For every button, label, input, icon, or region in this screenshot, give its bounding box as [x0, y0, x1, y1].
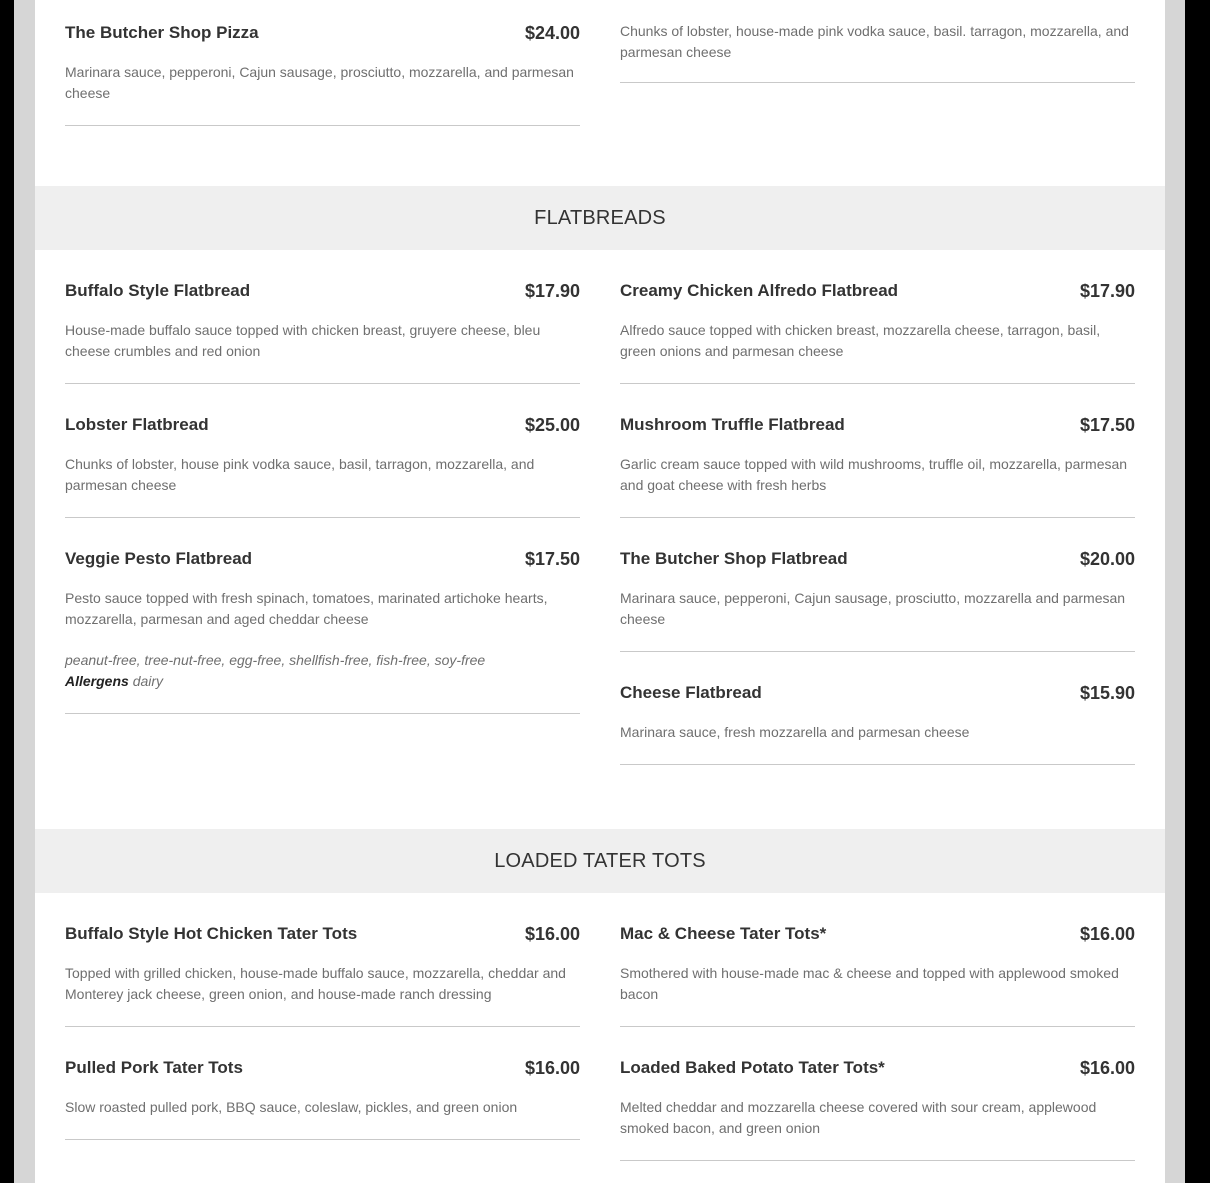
- item-price: $24.00: [524, 23, 580, 43]
- menu-item-veggie-pesto-flatbread: [65, 547, 580, 692]
- divider: [65, 383, 580, 384]
- divider: [65, 713, 580, 714]
- item-name: Mushroom Truffle Flatbread: [620, 415, 845, 434]
- item-name: The Butcher Shop Pizza: [65, 23, 259, 42]
- menu-item-buffalo-chicken-tots: [65, 922, 580, 1005]
- item-description: Slow roasted pulled pork, BBQ sauce, coleslaw, pickles, and green onion: [65, 1099, 518, 1115]
- section-header-tater-tots: [35, 829, 1165, 893]
- item-description: Alfredo sauce topped with chicken breast, mozzarella cheese, tarragon, basil, green onions and parmesan cheese: [620, 322, 1101, 359]
- item-description: Garlic cream sauce topped with wild mushrooms, truffle oil, mozzarella, parmesan and goat cheese with fresh herbs: [620, 456, 1128, 493]
- item-price: $16.00: [524, 924, 580, 944]
- menu-item-lobster-flatbread: [65, 413, 580, 496]
- item-description: Smothered with house-made mac & cheese and topped with applewood smoked bacon: [620, 965, 1119, 1002]
- dietary-tags: peanut-free, tree-nut-free, egg-free, shellfish-free, fish-free, soy-free: [65, 652, 486, 668]
- item-name: Mac & Cheese Tater Tots*: [620, 924, 827, 943]
- allergens-line: [65, 671, 580, 692]
- item-name: Veggie Pesto Flatbread: [65, 549, 253, 568]
- divider: [620, 651, 1135, 652]
- menu-sheet: [35, 0, 1165, 1183]
- item-price: $25.00: [524, 415, 580, 435]
- allergens-value: dairy: [132, 673, 164, 689]
- item-description: Marinara sauce, fresh mozzarella and parmesan cheese: [620, 724, 970, 740]
- item-name: Buffalo Style Flatbread: [65, 281, 251, 300]
- menu-item-chicken-alfredo-flatbread: [620, 279, 1135, 362]
- divider: [620, 1160, 1135, 1161]
- divider: [620, 383, 1135, 384]
- item-price: $16.00: [1079, 924, 1135, 944]
- item-name: Cheese Flatbread: [620, 683, 762, 702]
- item-name: The Butcher Shop Flatbread: [620, 549, 848, 568]
- item-description: Chunks of lobster, house-made pink vodka sauce, basil. tarragon, mozzarella, and parmesan cheese: [620, 23, 1129, 60]
- item-price: $17.90: [524, 281, 580, 301]
- menu-item-lobster-pizza: [620, 0, 1135, 63]
- item-price: $17.50: [524, 549, 580, 569]
- section-title: LOADED TATER TOTS: [494, 849, 706, 872]
- item-description: Melted cheddar and mozzarella cheese covered with sour cream, applewood smoked bacon, and green onion: [620, 1099, 1097, 1136]
- divider: [65, 125, 580, 126]
- divider: [620, 82, 1135, 83]
- divider: [620, 764, 1135, 765]
- section-header-flatbreads: [35, 186, 1165, 250]
- item-name: Lobster Flatbread: [65, 415, 209, 434]
- item-name: Loaded Baked Potato Tater Tots*: [620, 1058, 885, 1077]
- item-name: Buffalo Style Hot Chicken Tater Tots: [65, 924, 358, 943]
- menu-item-cheese-flatbread: [620, 681, 1135, 743]
- item-price: $15.90: [1079, 683, 1135, 703]
- menu-item-butcher-shop-pizza: [65, 21, 580, 104]
- menu-item-pulled-pork-tots: [65, 1056, 580, 1118]
- item-price: $17.90: [1079, 281, 1135, 301]
- item-description: Marinara sauce, pepperoni, Cajun sausage, prosciutto, mozzarella, and parmesan cheese: [65, 64, 574, 101]
- item-description: Chunks of lobster, house pink vodka sauce, basil, tarragon, mozzarella, and parmesan cheese: [65, 456, 535, 493]
- section-title: FLATBREADS: [534, 206, 666, 229]
- item-description: House-made buffalo sauce topped with chicken breast, gruyere cheese, bleu cheese crumbles and red onion: [65, 322, 541, 359]
- divider: [65, 1139, 580, 1140]
- menu-item-buffalo-flatbread: [65, 279, 580, 362]
- item-price: $16.00: [524, 1058, 580, 1078]
- divider: [620, 517, 1135, 518]
- menu-item-baked-potato-tots: [620, 1056, 1135, 1139]
- menu-item-mushroom-truffle-flatbread: [620, 413, 1135, 496]
- item-price: $20.00: [1079, 549, 1135, 569]
- item-description: Marinara sauce, pepperoni, Cajun sausage, prosciutto, mozzarella and parmesan cheese: [620, 590, 1126, 627]
- divider: [620, 1026, 1135, 1027]
- allergens-label: Allergens: [65, 673, 129, 689]
- divider: [65, 1026, 580, 1027]
- menu-item-butcher-shop-flatbread: [620, 547, 1135, 630]
- item-price: $17.50: [1079, 415, 1135, 435]
- item-name: Creamy Chicken Alfredo Flatbread: [620, 281, 899, 300]
- menu-item-mac-cheese-tots: [620, 922, 1135, 1005]
- divider: [65, 517, 580, 518]
- item-price: $16.00: [1079, 1058, 1135, 1078]
- item-description: Pesto sauce topped with fresh spinach, tomatoes, marinated artichoke hearts, mozzarella, parmesan and aged cheddar cheese: [65, 590, 548, 627]
- item-description: Topped with grilled chicken, house-made buffalo sauce, mozzarella, cheddar and Monterey jack cheese, green onion, and house-made ranch dressing: [65, 965, 566, 1002]
- page-background: [14, 0, 1185, 1183]
- item-name: Pulled Pork Tater Tots: [65, 1058, 243, 1077]
